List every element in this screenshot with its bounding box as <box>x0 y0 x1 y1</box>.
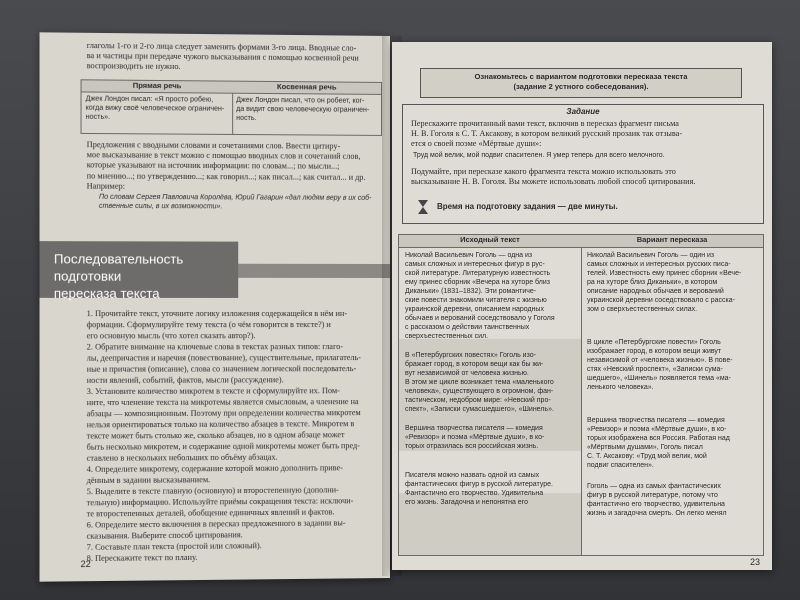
time-note: Время на подготовку задания — две минуты. <box>437 202 618 211</box>
text-line: «Ревизор» и поэма «Мёртвые души», в ко- <box>587 426 727 433</box>
text-line: зом о сверхъестественных силах. <box>587 306 698 313</box>
page-number-right: 23 <box>750 557 761 567</box>
text-line: ется о своей поэме «Мёртвые души»: <box>411 139 542 149</box>
text-line: Вершина творчества писателя — комедия <box>405 425 543 432</box>
text-line: которые указывают на источник информации: по словам...; по мысли...; <box>86 160 340 172</box>
text-line: по мнению...; по утверждению...; как говорил...; как писал...; как считал... и др. <box>86 171 366 182</box>
text-line: Вершина творчества писателя — комедия <box>587 417 725 424</box>
text-line: В этом же цикле возникает тема «маленького <box>405 379 554 386</box>
left-page <box>40 32 390 581</box>
text-line: да видит свою человеческую ограничен- <box>236 105 370 114</box>
text-line: Николай Васильевич Гоголь — одна из <box>405 252 533 259</box>
step-line: 8. Перескажите текст по плану. <box>86 552 198 563</box>
text-line: ность». <box>85 113 111 122</box>
steps-list <box>87 308 382 564</box>
retelling-paragraph <box>587 482 759 518</box>
text-line: самых сложных и интересных фигур в рус- <box>405 261 545 268</box>
step-line: ните, что членение текста на микротемы является смысловым, а членение на <box>86 397 359 408</box>
source-paragraph <box>405 471 577 507</box>
text-line: обычаев и верований соседствовало у Гоголя <box>405 315 555 322</box>
text-line: описание народных обычаев и верований <box>587 288 724 295</box>
step-line: лы, деепричастия и наречия (повествование), существительные, прилагатель- <box>86 353 361 363</box>
text-line: ему принес сборник «Вечера на хуторе близ <box>405 279 550 286</box>
text-line: подвиг спасителен». <box>587 462 654 469</box>
section-title-line2: пересказа текста <box>53 285 160 301</box>
text-line: Перескажите прочитанный вами текст, включив в пересказ фрагмент письма <box>411 119 679 128</box>
source-paragraph <box>405 251 577 341</box>
task-title: Задание <box>566 107 600 116</box>
text-line: украинской деревни, описанием народных <box>405 306 544 313</box>
table-cell-direct <box>86 95 228 123</box>
step-line: 6. Определите место включения в пересказ предложенного в задании вы- <box>86 518 346 530</box>
text-line: Джек Лондон писал: «Я просто робею, <box>85 95 214 104</box>
text-line: телей. Известность ему принес сборник «Вече- <box>587 270 742 277</box>
text-line: торых изображена вся Россия. Работая над <box>587 435 730 442</box>
text-line: ленького человека». <box>587 384 654 391</box>
gogol-quote: Труд мой велик, мой подвиг спасителен. Я умер теперь для всего мелочного. <box>413 152 665 159</box>
text-line: фантастично его творчество, удивительна <box>587 501 725 508</box>
step-line: абзацы — композиционным. Поэтому при определении количества микротем <box>86 408 361 419</box>
text-line: с рассказом о действии таинственных <box>405 324 530 331</box>
text-line: тастическом, недобром мире: «Невский про- <box>405 397 551 404</box>
text-line: спект», «Записки сумасшедшего», «Шинель». <box>405 406 554 413</box>
step-line: ставлено в нескольких небольших по объёму абзацах. <box>86 452 278 463</box>
text-line: воспроизводить не нужно. <box>86 61 181 72</box>
source-text-column <box>405 251 577 507</box>
text-line: «Мёртвыми душами», Гоголь писал <box>587 444 703 451</box>
col-header-source: Исходный текст <box>399 235 582 248</box>
text-line: независимой от «человека жизнью». В пове- <box>587 357 733 364</box>
text-line: самых сложных и интересных русских писа- <box>587 261 731 268</box>
step-line: формации. Сформулируйте тему текста (о чём говорится в тексте?) и <box>86 320 331 330</box>
step-line: 2. Обратите внимание на ключевые слова в текстах разных типов: глаго- <box>86 342 343 352</box>
table-cell-indirect <box>236 96 377 124</box>
text-line: человека», существующего в огромном, фан- <box>405 388 554 395</box>
text-line: С. Т. Аксакову: «Труд мой велик, мой <box>587 453 707 460</box>
text-line: Например: <box>86 181 125 191</box>
table-divider <box>232 93 233 134</box>
table-header-direct: Прямая речь <box>82 80 234 93</box>
text-line: «Ревизор» и поэма «Мёртвые души», в ко- <box>405 434 545 441</box>
step-line: дённым в задании высказыванием. <box>86 475 211 486</box>
source-paragraph <box>405 351 577 414</box>
text-line: высказывание Н. В. Гоголя. Вы можете использовать любой способ цитирования. <box>411 177 696 187</box>
text-line: Подумайте, при пересказе какого фрагмента текста можно использовать это <box>411 167 676 176</box>
source-paragraph <box>405 424 577 451</box>
text-line: фантастических фигур в русской литературе. <box>405 481 553 488</box>
text-line: глаголы 1-го и 2-го лица следует заменять формами 3-го лица. Вводные сло- <box>86 40 357 53</box>
step-line: ные и причастия (описание), слова со значением логической последователь- <box>86 364 357 374</box>
text-line: изображает город, в котором вещи живут <box>587 348 722 355</box>
retelling-paragraph <box>587 338 759 392</box>
text-line: торых отразилась вся российская жизнь. <box>405 443 539 450</box>
header-box <box>420 68 742 98</box>
step-line: тельную) информацию. Используйте приёмы сокращения текста: исключи- <box>86 496 354 508</box>
speech-table <box>81 79 382 136</box>
text-line: сверхъестественных сил. <box>405 333 489 340</box>
text-line: жизнь и загадочна смерть. Он легко менял <box>587 510 727 517</box>
text-line: Николай Васильевич Гоголь — один из <box>587 252 715 259</box>
step-line: те второстепенных деталей, обобщение единичных явлений и фактов. <box>86 507 335 519</box>
column-divider <box>581 247 582 555</box>
text-line: Гоголь — одна из самых фантастических <box>587 483 721 490</box>
introductory-words-paragraph <box>87 140 380 193</box>
intro-paragraph <box>87 41 380 75</box>
text-line: ва и частицы при передаче чужого высказывания с помощью косвенной речи <box>86 51 359 63</box>
step-line: нельзя ориентироваться только на количество абзацев в тексте. Микротем в <box>86 419 355 430</box>
step-line: быть несколько микротем, и содержание одной микротемы может быть пред- <box>86 441 360 452</box>
banner-stripe <box>238 264 390 278</box>
text-line: Писателя можно назвать одной из самых <box>405 472 540 479</box>
text-line: бражает город, в котором вещи как бы жи- <box>405 361 544 368</box>
table-header-indirect: Косвенная речь <box>232 82 381 95</box>
col-header-retelling: Вариант пересказа <box>581 235 763 248</box>
text-line: фигур в русской литературе, потому что <box>587 492 718 499</box>
step-line: 1. Прочитайте текст, уточните логику изложения содержащейся в нём ин- <box>86 309 348 319</box>
task-text <box>411 119 759 150</box>
text-line: В «Петербургских повестях» Гоголь изо- <box>405 352 536 359</box>
step-line: 3. Установите количество микротем в тексте и сформулируйте их. Пом- <box>86 386 340 397</box>
text-line: Джек Лондон писал, что он робеет, ког- <box>236 96 365 105</box>
text-line: Н. В. Гоголя к С. Т. Аксакову, в котором великий русский прозаик так отзыва- <box>411 129 683 139</box>
text-line: В цикле «Петербургские повести» Гоголь <box>587 339 721 346</box>
text-line: шедшего», «Шинель» появляется тема «ма- <box>587 375 731 382</box>
text-line: Предложения с вводными словами и сочетаниями слов. Ввести цитиру- <box>86 140 341 151</box>
text-line: когда вижу своё человеческое ограничен- <box>85 104 225 113</box>
step-line: 4. Определите микротему, содержание которой можно дополнить приве- <box>86 463 343 474</box>
text-line: украинской деревни соседствовало с расска- <box>587 297 735 304</box>
text-line: ственные силы, в их возможности». <box>98 202 223 211</box>
retelling-text-column <box>587 251 759 518</box>
step-line: сказывания. Выберите способ цитирования. <box>86 530 243 541</box>
page-number-left: 22 <box>80 558 91 570</box>
section-banner <box>40 241 239 301</box>
text-line: По словам Сергея Павловича Королёва, Юрий Гагарин «дал людям веру в их соб- <box>98 193 372 202</box>
text-line: его жизнь. Загадочна и непонятна его <box>405 499 528 506</box>
text-line: ность. <box>236 114 257 123</box>
text-line: стях «Невский проспект», «Записки сума- <box>587 366 723 373</box>
text-line: (задание 2 устного собеседования). <box>513 82 649 92</box>
right-page <box>392 42 772 570</box>
text-line: мое высказывание в текст можно с помощью вводных слов и сочетаний слов, <box>86 150 361 162</box>
retelling-paragraph <box>587 416 759 470</box>
step-line: 7. Составьте план текста (простой или сложный). <box>86 541 262 552</box>
think-text <box>411 167 759 187</box>
text-line: вут независимой от человека жизнью. <box>405 370 529 377</box>
step-line: 5. Выделите в тексте главную (основную) и второстепенную (дополни- <box>86 485 339 497</box>
text-line: ской литературе. Литературную известность <box>405 270 551 277</box>
text-line: ра на хуторе близ Диканьки», в котором <box>587 279 718 286</box>
step-line: ности явлений, событий, фактов, мысли (рассуждение). <box>86 375 284 385</box>
step-line: тексте может быть столько же, сколько абзацев, но в одном абзаце может <box>86 430 345 441</box>
text-line: Диканьки» (1831–1832). Эти романтиче- <box>405 288 537 295</box>
example-quote <box>99 193 378 212</box>
step-line: его основную мысль (что хотел сказать автор?). <box>86 331 256 341</box>
hourglass-icon <box>417 199 429 215</box>
retelling-table <box>398 234 764 556</box>
text-line: ские повести знакомили читателя с жизнью <box>405 297 547 304</box>
section-title-line1: Последовательность подготовки <box>53 251 184 284</box>
retelling-paragraph <box>587 251 759 314</box>
text-line: Фантастично его творчество. Удивительна <box>405 490 544 497</box>
task-box <box>402 104 764 224</box>
text-line: Ознакомьтесь с вариантом подготовки пересказа текста <box>474 72 688 81</box>
